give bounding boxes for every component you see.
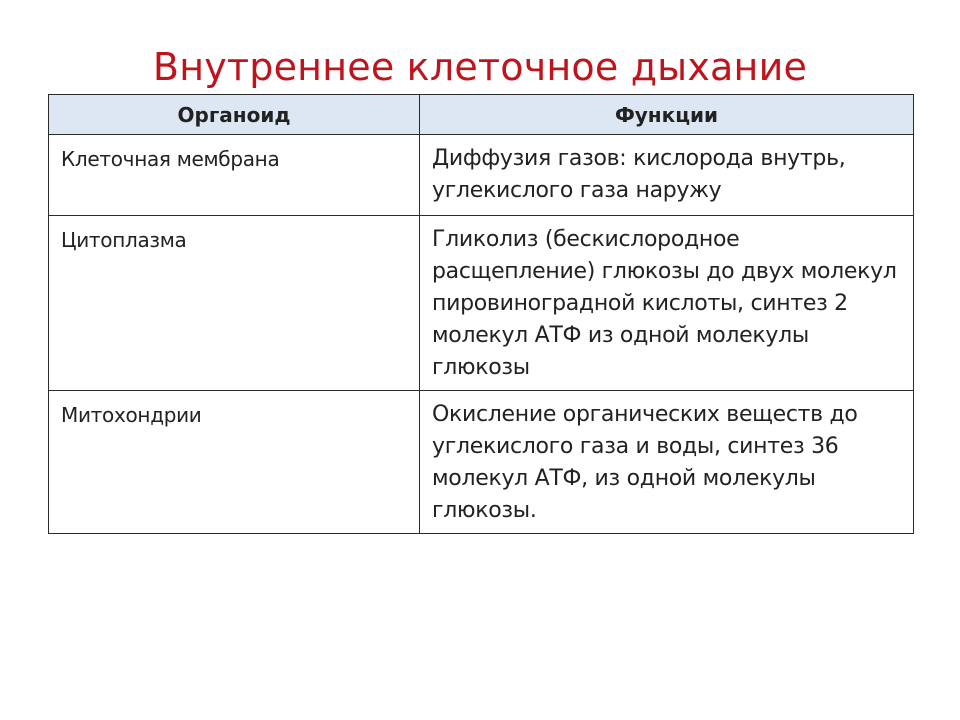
organoid-cell: Цитоплазма [49, 216, 420, 391]
organoid-cell: Клеточная мембрана [49, 135, 420, 216]
function-cell: Гликолиз (бескислородное расщепление) глюкозы до двух молекул пировиноградной кислоты, синтез 2 молекул АТФ из одной молекулы глюкозы [420, 216, 914, 391]
organoid-function-table [48, 94, 914, 534]
function-cell: Окисление органических веществ до углекислого газа и воды, синтез 36 молекул АТФ, из одной молекулы глюкозы. [420, 391, 914, 534]
organoid-cell: Митохондрии [49, 391, 420, 534]
header-functions: Функции [420, 95, 914, 135]
function-cell: Диффузия газов: кислорода внутрь, углекислого газа наружу [420, 135, 914, 216]
table-row [49, 216, 914, 391]
slide-title: Внутреннее клеточное дыхание [152, 45, 808, 89]
table-header-row [49, 95, 914, 135]
header-organoid: Органоид [49, 95, 420, 135]
table-row [49, 391, 914, 534]
table-row [49, 135, 914, 216]
